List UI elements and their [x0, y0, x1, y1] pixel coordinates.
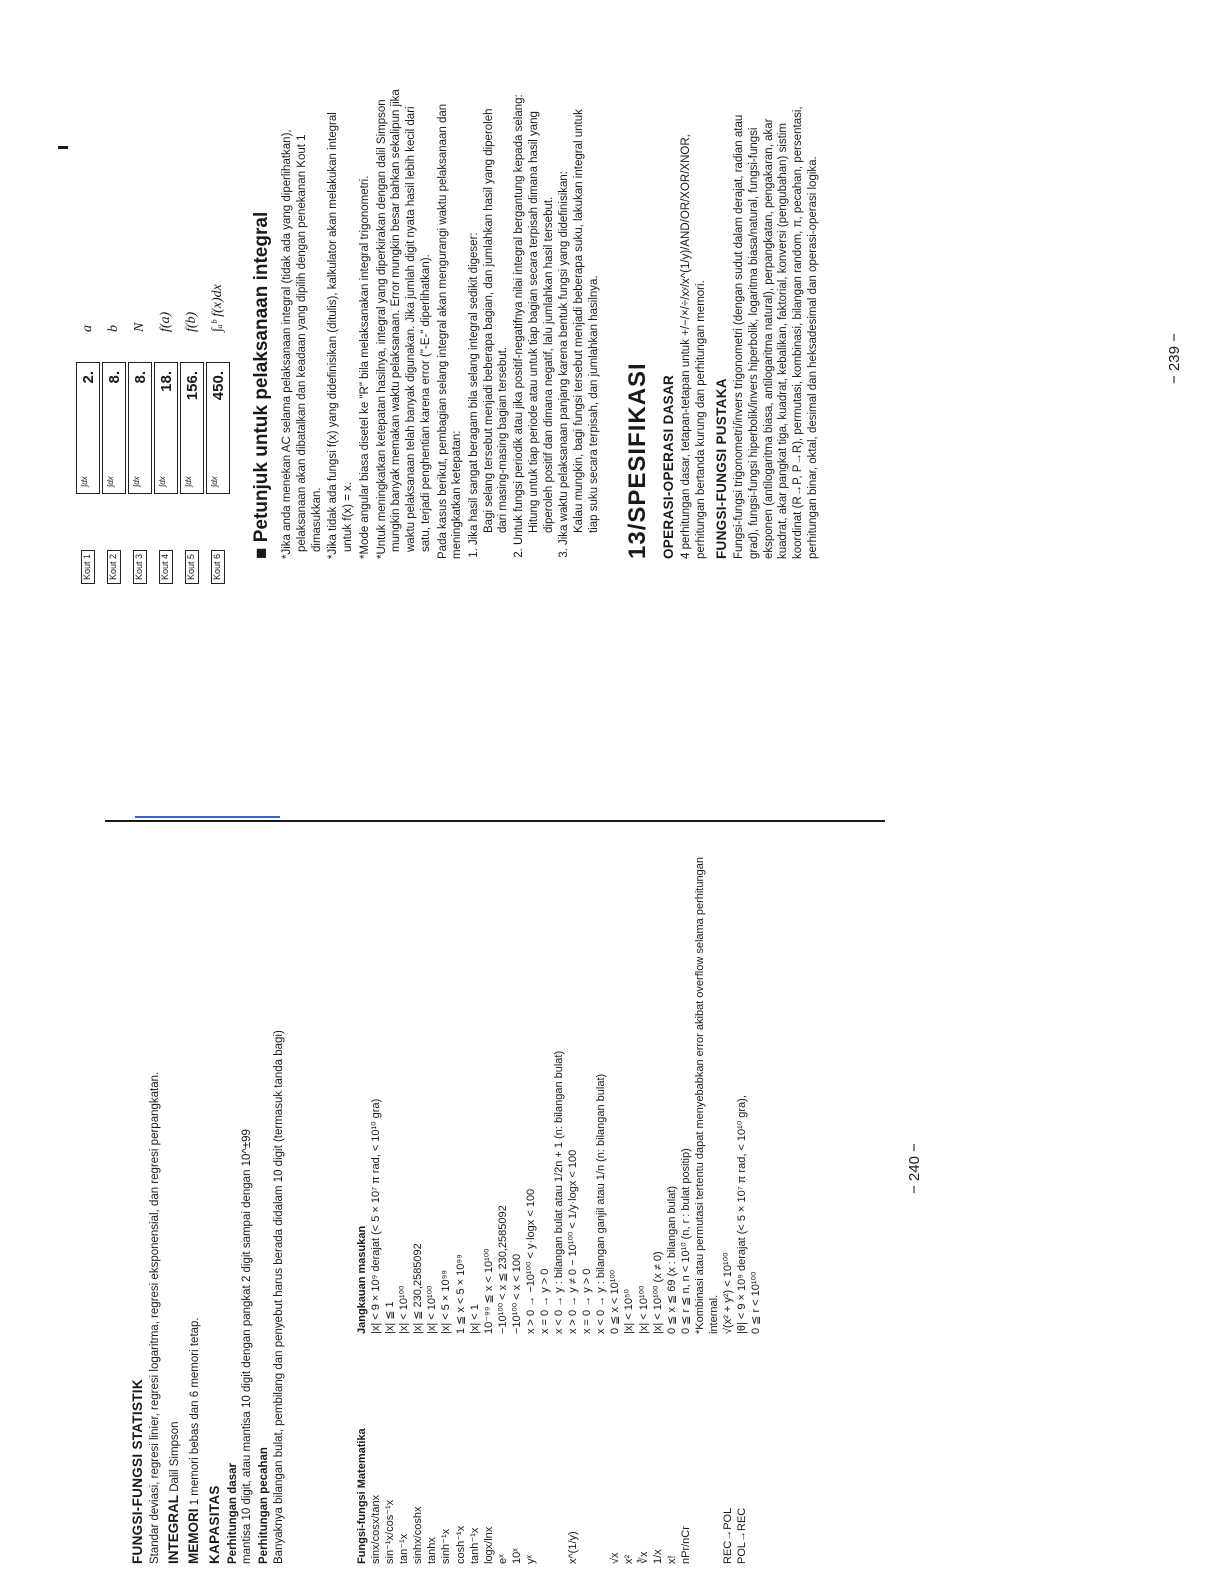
note: *Jika anda menekan AC selama pelaksanaan integral (tidak ada yang diperlihatkan), pelaksanaan akan dibatalkan dan keadaan yang dipilih dengan penekanan Kout 1 dimasukkan.	[281, 129, 323, 559]
section-text: 4 perhitungan dasar, tetapan-tetapan untuk +/−/×/÷/xʸ/x^(1/y)/AND/OR/XOR/XNOR, perhitungan bertanda kurung dan perhitungan memori.	[680, 134, 708, 559]
list-item: 2. Untuk fungsi periodik atau jika positif-negatifnya nilai integral bergantung kepada selang: Hitung untuk tiap periode atau untuk tiap bagian secara terpisah dimana hasil yang diperoleh positif dan dimana negatif, lalu jumlahkan hasil tersebut.	[512, 89, 556, 545]
subsection-title: Perhitungan pecahan	[258, 1447, 271, 1564]
calculator-display: ∫dx 18.	[154, 362, 178, 494]
calculator-display: ∫dx 156.	[180, 362, 204, 494]
table-row: x < 0 → y : bilangan ganjil atau 1/n (n: bilangan bulat)	[595, 1073, 608, 1334]
chapter-title: 13/SPESIFIKASI	[624, 362, 652, 559]
row-label: f(a)	[158, 311, 174, 332]
section-text: Banyaknya bilangan bulat, pembilang dan penyebut harus berada didalam 10 digit (termasuk tanda bagi)	[272, 1030, 285, 1564]
subsection-title: Perhitungan dasar	[226, 1463, 239, 1564]
binding-mark	[58, 146, 68, 149]
row-label: N	[132, 322, 148, 332]
function-range-table	[355, 824, 763, 1564]
page-240-header	[125, 824, 289, 1564]
table-row: cosh⁻¹x 1 ≦ x < 5 × 10⁹⁹	[454, 1254, 467, 1564]
key-display-table	[75, 24, 231, 584]
table-row: POL→REC |θ| < 9 × 10⁹ derajat (< 5 × 10⁷ π rad, < 10¹⁰ gra),	[736, 1095, 749, 1564]
table-row: REC→POL √(x² + y²) < 10¹⁰⁰	[722, 1252, 735, 1564]
kout-key: Kout 1	[81, 494, 95, 584]
note: *Mode angular biasa disetel ke "R" bila melaksanakan integral trigonometri.	[358, 175, 371, 559]
integral-tips-heading: ■ Petunjuk untuk pelaksanaan integral	[251, 211, 272, 559]
calculator-display: ∫dx 8.	[102, 362, 126, 494]
intro-text: Pada kasus berikut, pembagian selang integral akan mengurangi waktu pelaksanaan dan meningkatkan ketepatan:	[436, 103, 464, 559]
table-row: x = 0 → y > 0	[539, 1268, 552, 1334]
table-row: *Kombinasi atau permutasi tertentu dapat menyebabkan error akibat overflow selama perhitungan internal.	[693, 857, 720, 1334]
table-row: √x 0 ≦ x < 10¹⁰⁰	[609, 1269, 622, 1564]
key-row	[101, 24, 127, 584]
table-row: sinh⁻¹x |x| < 5 × 10⁹⁹	[440, 1269, 453, 1564]
page-number: − 240 −	[906, 1143, 923, 1194]
tips-list	[467, 89, 601, 559]
list-item: 1. Jika hasil sangat beragam bila selang integral sedikit digeser: Bagi selang tersebut menjadi beberapa bagian, dan jumlahkan hasil yang diperoleh dari masing-masing bagian tersebut.	[467, 89, 511, 545]
table-row: yˣ x > 0 → −10¹⁰⁰ < y·logx < 100	[524, 1188, 537, 1564]
section-text: mantisa 10 digit, atau mantisa 10 digit dengan pangkat 2 digit sampai dengan 10^±99	[241, 1129, 254, 1564]
note: *Jika tidak ada fungsi f(x) yang didefinisikan (ditulis), kalkulator akan melakukan integral untuk f(x) = x.	[327, 112, 355, 559]
section-title: FUNGSI-FUNGSI STATISTIK	[130, 1379, 145, 1564]
section-title: OPERASI-OPERASI DASAR	[661, 374, 677, 559]
section-text: Fungsi-fungsi trigonometri/invers trigonometri (dengan sudut dalam derajat, radian atau grad), fungsi-fungsi hiperbolik/invers hiperbolik, logaritma biasa/natural, fungsi-fungsi eksponen (antilogaritma biasa, antilogaritma natural), perpangkatan, pengakaran, akar kuadrat, akar pangkat tiga, kuadrat, kebalikan, faktorial, konversi (pengubahan) sistim koordinat (R→P, P→R), permutasi, kombinasi, bilangan random, π, pecahan, persentasi, perhitungan binar, oktal, desimal dan heksadesimal dan operasi-operasi logika.	[733, 106, 819, 559]
table-row: ∛x |x| < 10¹⁰⁰	[637, 1285, 650, 1564]
section-title: FUNGSI-FUNGSI PUSTAKA	[713, 378, 729, 559]
page-239-body	[250, 89, 822, 559]
kout-key: Kout 6	[211, 494, 225, 584]
memori-line: MEMORI 1 memori bebas dan 6 memori tetap.	[185, 1317, 201, 1564]
section-text: Standar deviasi, regresi linier, regresi logaritma, regresi eksponensial, dan regresi perpangkatan.	[149, 1071, 162, 1564]
table-row: x² |x| < 10⁵⁰	[623, 1289, 636, 1564]
list-item: 3. Jika waktu pelaksanaan panjang karena bentuk fungsi yang didefinisikan: Kalau mungkin, bagi fungsi tersebut menjadi beberapa suku, lakukan integral untuk tiap suku secara terpisah, dan jumlahkan hasilnya.	[557, 89, 601, 545]
table-row: tanhx |x| < 10¹⁰⁰	[426, 1285, 439, 1564]
key-row	[205, 24, 231, 584]
page-239	[0, 4, 1224, 824]
table-row: x < 0 → y : bilangan bulat atau 1/2n + 1 (n: bilangan bulat)	[553, 1050, 566, 1334]
calculator-display: ∫dx 8.	[128, 362, 152, 494]
key-row	[179, 24, 205, 584]
page-number: − 239 −	[1166, 333, 1183, 384]
table-row: sinx/cosx/tanx |x| < 9 × 10⁹ derajat (< 5 × 10⁷ π rad, < 10¹⁰ gra)	[370, 1098, 383, 1564]
table-row: sin⁻¹x/cos⁻¹x |x| ≦ 1	[384, 1301, 397, 1564]
table-row: tan⁻¹x |x| < 10¹⁰⁰	[398, 1285, 411, 1564]
kout-key: Kout 5	[185, 494, 199, 584]
table-row: x^(1/y) x > 0 → y ≠ 0 − 10¹⁰⁰ < 1/y·logx < 100	[567, 1149, 580, 1564]
table-row: tanh⁻¹x |x| < 1	[468, 1304, 481, 1564]
kout-key: Kout 4	[159, 494, 173, 584]
table-row: 0 ≦ r < 10¹⁰⁰	[750, 1271, 763, 1334]
note: *Untuk meningkatkan ketepatan hasilnya, integral yang diperkirakan dengan dalil Simpson mungkin banyak memakan waktu pelaksanaan. Error mungkin besar bahkan sekalipun jika waktu pelaksanaan telah banyak digunakan. Jika jumlah digit nyata hasil lebih kecil dari satu, terjadi penghentian karena error ("-E-" diperlihatkan).	[375, 89, 432, 559]
page-divider	[105, 820, 885, 822]
integral-line: INTEGRAL Dalil Simpson	[165, 1421, 181, 1564]
row-label: a	[80, 325, 96, 332]
table-header: Fungsi-fungsi Matematika Jangkauan masukan	[356, 1225, 368, 1564]
table-row: nPr/nCr 0 ≦ r ≦ n, n < 10¹⁰ (n, r : bulat positip)	[679, 1148, 692, 1564]
calculator-display: ∫dx 2.	[76, 362, 100, 494]
key-row	[127, 24, 153, 584]
kout-key: Kout 3	[133, 494, 147, 584]
section-title: KAPASITAS	[207, 1485, 223, 1564]
table-row: 1/x |x| < 10¹⁰⁰ (x ≠ 0)	[651, 1251, 664, 1564]
table-row: eˣ −10¹⁰⁰ < x ≦ 230,2585092	[496, 1205, 509, 1564]
table-row: logx/lnx 10⁻⁹⁹ ≦ x < 10¹⁰⁰	[482, 1248, 495, 1564]
calculator-display: ∫dx 450.	[206, 362, 230, 494]
table-row: 10ˣ −10¹⁰⁰ < x < 100	[510, 1253, 523, 1564]
table-row: sinhx/coshx |x| ≦ 230,2585092	[412, 1243, 425, 1564]
key-row	[75, 24, 101, 584]
key-row	[153, 24, 179, 584]
row-label: f(b)	[184, 311, 200, 332]
kout-key: Kout 2	[107, 494, 121, 584]
table-row: x = 0 → y > 0	[581, 1268, 594, 1334]
row-label: b	[106, 325, 122, 332]
row-label: ∫ₐᵇ f(x)dx	[210, 284, 226, 332]
table-row: x! 0 ≦ x ≦ 69 (x : bilangan bulat)	[665, 1185, 678, 1564]
page-240	[0, 814, 1224, 1574]
